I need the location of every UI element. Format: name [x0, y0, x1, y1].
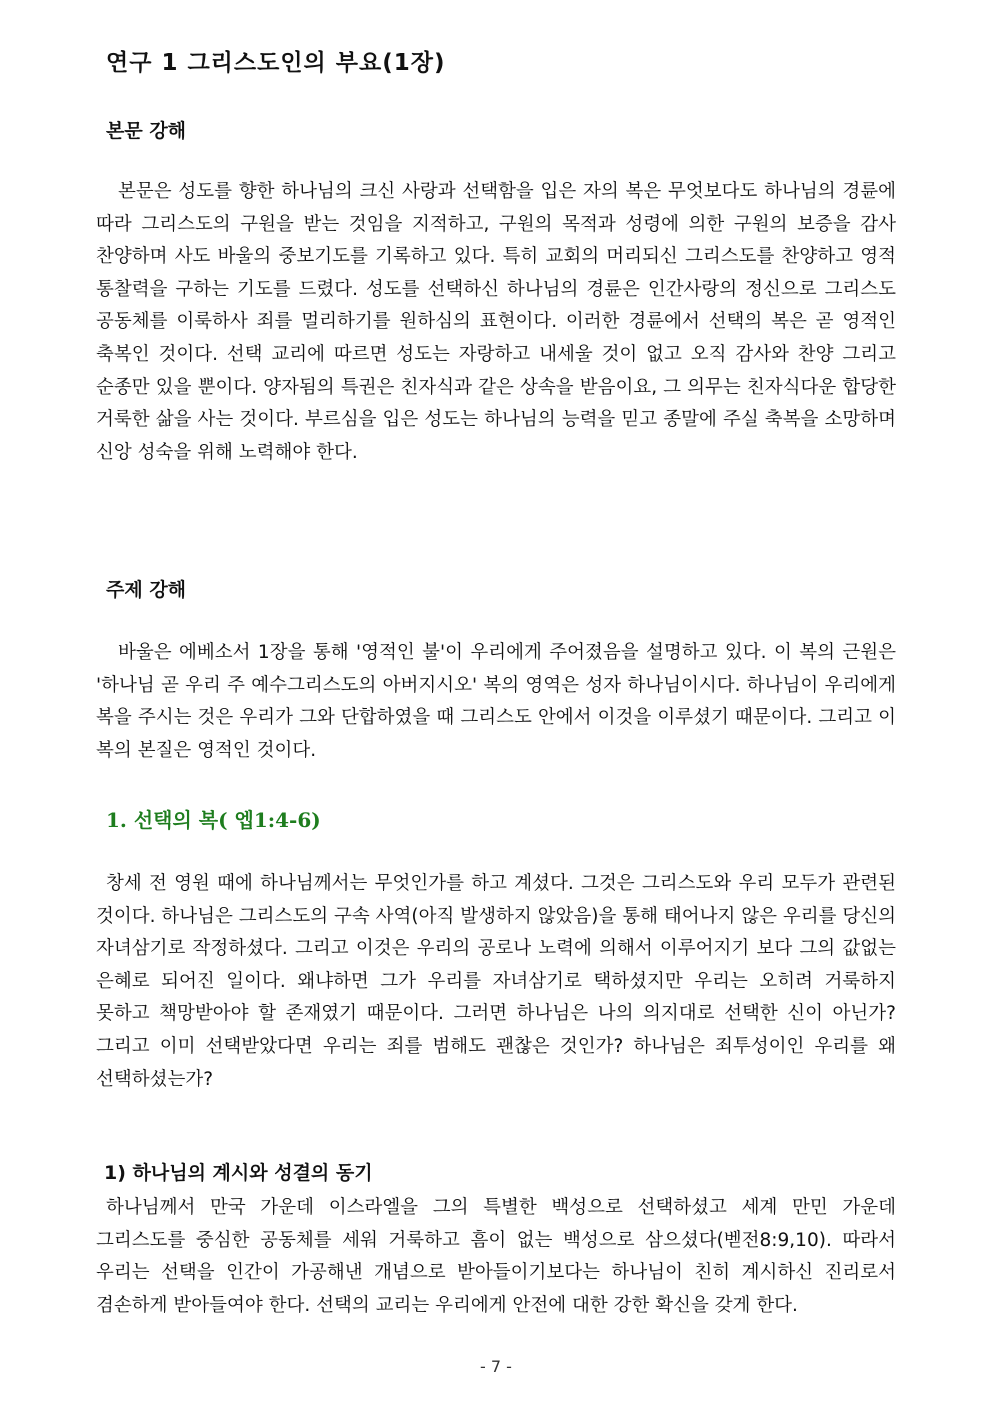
theme-exposition-body: 바울은 에베소서 1장을 통해 '영적인 불'이 우리에게 주어졌음을 설명하고 있다. 이 복의 근원은 '하나님 곧 우리 주 예수그리스도의 아버지시오' 복의 영역은 성자 하나님이시다. 하나님이 우리에게 복을 주시는 것은 우리가 그와 단합하였을 때 그리스도 안에서 이것을 이루셨기 때문이다. 그리고 이 복의 본질은 영적인 것이다. [96, 642, 896, 761]
page-number: - 7 - [480, 1357, 512, 1376]
subpoint1-body: 하나님께서 만국 가운데 이스라엘을 그의 특별한 백성으로 선택하셨고 세계 만민 가운데 그리스도를 중심한 공동체를 세워 거룩하고 흠이 없는 백성으로 삼으셨다(벧전8:9,10). 따라서 우리는 선택을 인간이 가공해낸 개념으로 받아들이기보다는 하나님이 친히 계시하신 진리로서 겸손하게 받아들여야 한다. 선택의 교리는 우리에게 안전에 대한 강한 확신을 갖게 한다. [96, 1197, 896, 1316]
text-exposition-body: 본문은 성도를 향한 하나님의 크신 사랑과 선택함을 입은 자의 복은 무엇보다도 하나님의 경륜에 따라 그리스도의 구원을 받는 것임을 지적하고, 구원의 목적과 성령에 의한 구원의 보증을 감사 찬양하며 사도 바울의 중보기도를 기록하고 있다. 특히 교회의 머리되신 그리스도를 찬양하고 영적 통찰력을 구하는 기도를 드렸다. 성도를 선택하신 하나님의 경륜은 인간사랑의 정신으로 그리스도 공동체를 이룩하사 죄를 멀리하기를 원하심의 표현이다. 이러한 경륜에서 선택의 복은 곧 영적인 축복인 것이다. 선택 교리에 따르면 성도는 자랑하고 내세울 것이 없고 오직 감사와 찬양 그리고 순종만 있을 뿐이다. 양자됨의 특권은 친자식과 같은 상속을 받음이요, 그 의무는 친자식다운 합당한 거룩한 삶을 사는 것이다. 부르심을 입은 성도는 하나님의 능력을 믿고 종말에 주실 축복을 소망하며 신앙 성숙을 위해 노력해야 한다. [96, 181, 896, 463]
point1-body: 창세 전 영원 때에 하나님께서는 무엇인가를 하고 계셨다. 그것은 그리스도와 우리 모두가 관련된 것이다. 하나님은 그리스도의 구속 사역(아직 발생하지 않았음)을 통해 태어나지 않은 우리를 당신의 자녀삼기로 작정하셨다. 그리고 이것은 우리의 공로나 노력에 의해서 이루어지기 보다 그의 값없는 은혜로 되어진 일이다. 왜냐하면 그가 우리를 자녀삼기로 택하셨지만 우리는 오히려 거룩하지 못하고 책망받아야 할 존재였기 때문이다. 그러면 하나님은 나의 의지대로 선택한 신이 아닌가? 그리고 이미 선택받았다면 우리는 죄를 범해도 괜찮은 것인가? 하나님은 죄투성이인 우리를 왜 선택하셨는가? [96, 873, 896, 1090]
subpoint1-heading: 1) 하나님의 계시와 성결의 동기 [104, 1162, 373, 1184]
text-exposition-heading: 본문 강해 [106, 120, 187, 142]
page-title: 연구 1 그리스도인의 부요(1장) [106, 50, 446, 76]
theme-exposition-heading: 주제 강해 [106, 579, 187, 601]
point1-heading: 1. 선택의 복( 엡1:4-6) [106, 808, 321, 832]
